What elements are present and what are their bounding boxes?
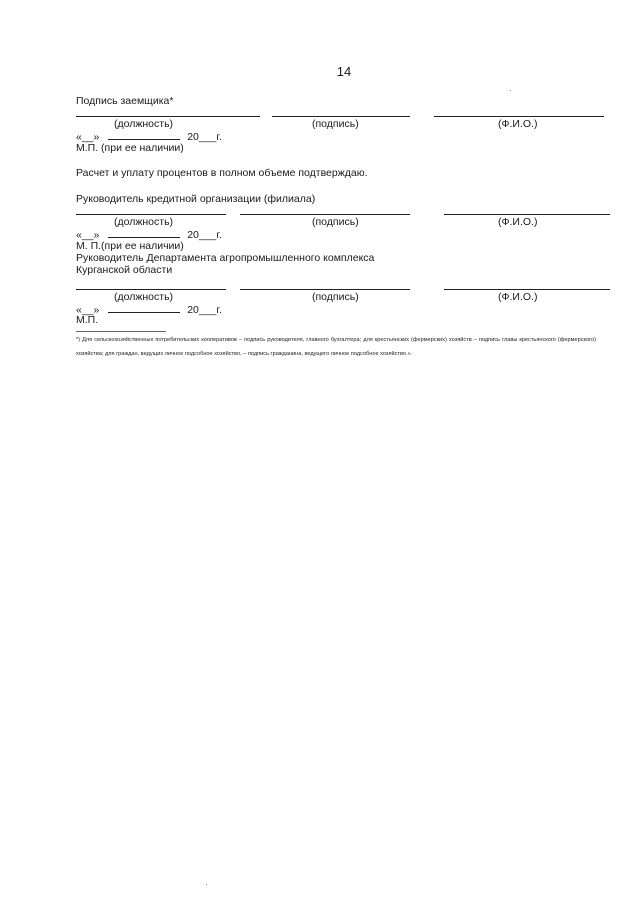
credit-org-date-day: «__» <box>76 229 100 241</box>
borrower-date-year: 20___г. <box>187 131 222 143</box>
scan-speck <box>206 884 207 885</box>
page-number: 14 <box>336 64 352 79</box>
confirmation-text: Расчет и уплату процентов в полном объеме подтверждаю. <box>76 167 368 179</box>
borrower-date-month-blank <box>108 130 180 140</box>
credit-org-signature-caption: (подпись) <box>312 216 359 228</box>
credit-org-position-line <box>76 214 226 215</box>
credit-org-seal: М. П.(при ее наличии) <box>76 240 184 252</box>
credit-org-date-month-blank <box>108 228 180 238</box>
credit-org-position-caption: (должность) <box>114 216 174 228</box>
department-date-year: 20___г. <box>187 304 222 316</box>
footnote-rule <box>76 331 166 332</box>
borrower-name-caption: (Ф.И.О.) <box>498 118 538 130</box>
department-signature-line <box>240 289 410 290</box>
department-position-line <box>76 289 226 290</box>
borrower-date-day: «__» <box>76 131 100 143</box>
department-signature-caption: (подпись) <box>312 291 359 303</box>
borrower-seal: М.П. (при ее наличии) <box>76 142 184 154</box>
department-date-day: «__» <box>76 304 100 316</box>
credit-org-date-year: 20___г. <box>187 229 222 241</box>
borrower-position-caption: (должность) <box>114 118 174 130</box>
department-name-line <box>444 289 610 290</box>
scan-speck <box>510 90 511 91</box>
department-heading-line2: Курганской области <box>76 264 173 276</box>
department-position-caption: (должность) <box>114 291 174 303</box>
borrower-heading: Подпись заемщика* <box>76 95 174 107</box>
borrower-name-line <box>434 116 604 117</box>
department-name-caption: (Ф.И.О.) <box>498 291 538 303</box>
footnote-text: *) Для сельскохозяйственных потребительских кооперативов – подпись руководителя, главного бухгалтера; для крестьянских (фермерских) хозяйств – подпись главы крестьянского (фермерского) хозяйства; для граждан, ведущих личное подсобное хозяйство, – подпись гражданина, ведущего личное подсобное хозяйство.». <box>76 337 596 357</box>
department-heading-line1: Руководитель Департамента агропромышленного комплекса <box>76 252 375 264</box>
credit-org-signature-line <box>240 214 410 215</box>
department-date-month-blank <box>108 303 180 313</box>
credit-org-heading: Руководитель кредитной организации (филиала) <box>76 193 316 205</box>
department-seal: М.П. <box>76 314 99 326</box>
borrower-signature-line <box>272 116 410 117</box>
borrower-position-line <box>76 116 260 117</box>
credit-org-name-caption: (Ф.И.О.) <box>498 216 538 228</box>
credit-org-name-line <box>444 214 610 215</box>
borrower-signature-caption: (подпись) <box>312 118 359 130</box>
